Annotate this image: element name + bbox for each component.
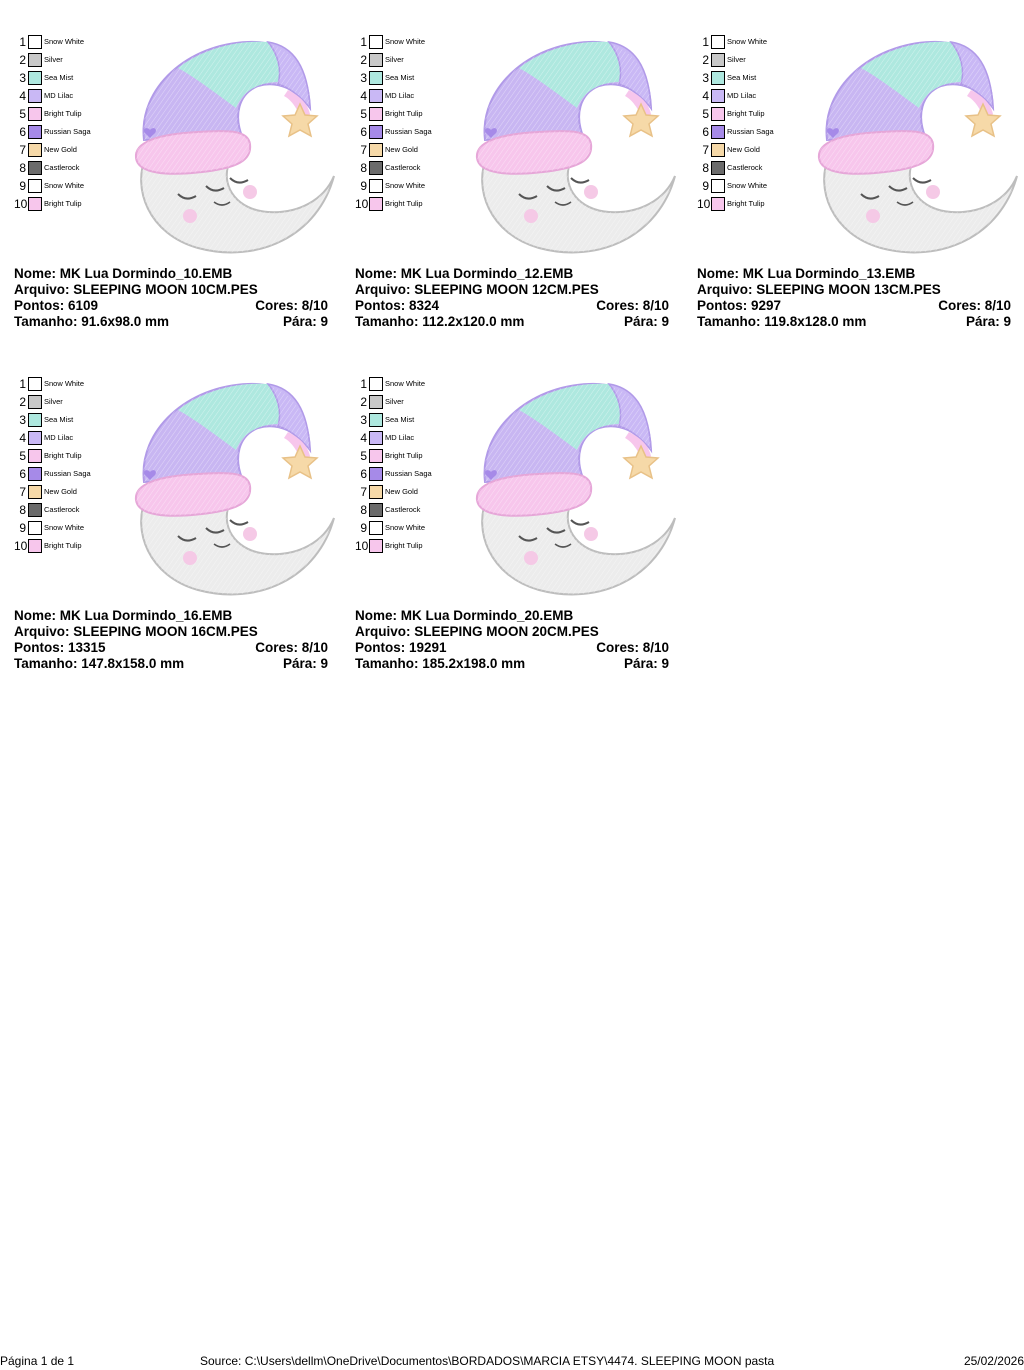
palette-number: 1 bbox=[360, 377, 367, 391]
palette-number: 2 bbox=[360, 53, 367, 67]
palette-row bbox=[14, 466, 124, 484]
palette-row bbox=[697, 34, 807, 52]
palette-row bbox=[14, 448, 124, 466]
color-count: Cores: 8/10 bbox=[255, 298, 328, 313]
color-swatch bbox=[28, 179, 42, 193]
color-swatch bbox=[711, 143, 725, 157]
palette-row bbox=[14, 106, 124, 124]
page-number: Página 1 de 1 bbox=[0, 1354, 75, 1368]
palette-row bbox=[355, 376, 465, 394]
design-file: Arquivo: SLEEPING MOON 20CM.PES bbox=[355, 624, 599, 639]
palette-number: 8 bbox=[19, 503, 26, 517]
palette-number: 2 bbox=[19, 395, 26, 409]
color-name: Snow White bbox=[385, 379, 426, 388]
color-swatch bbox=[369, 485, 383, 499]
color-swatch bbox=[369, 503, 383, 517]
palette-row bbox=[14, 376, 124, 394]
palette-number: 1 bbox=[360, 35, 367, 49]
palette-row bbox=[355, 430, 465, 448]
palette-number: 4 bbox=[702, 89, 709, 103]
palette-row bbox=[697, 52, 807, 70]
stop-count: Pára: 9 bbox=[623, 656, 669, 671]
sleeping-moon-design bbox=[459, 380, 683, 602]
design-preview bbox=[801, 38, 1024, 265]
color-name: New Gold bbox=[727, 145, 760, 154]
color-count: Cores: 8/10 bbox=[596, 640, 669, 655]
design-preview bbox=[118, 380, 342, 607]
palette-row bbox=[355, 520, 465, 538]
color-name: New Gold bbox=[385, 487, 418, 496]
color-name: Russian Saga bbox=[44, 469, 91, 478]
palette-row bbox=[697, 124, 807, 142]
palette-row bbox=[355, 448, 465, 466]
color-swatch bbox=[28, 143, 42, 157]
design-card bbox=[355, 8, 675, 329]
color-name: MD Lilac bbox=[727, 91, 757, 100]
palette-number: 6 bbox=[360, 125, 367, 139]
palette-number: 10 bbox=[14, 197, 28, 211]
color-swatch bbox=[28, 431, 42, 445]
color-name: Sea Mist bbox=[727, 73, 757, 82]
color-name: Snow White bbox=[385, 523, 426, 532]
palette-row bbox=[355, 394, 465, 412]
color-swatch bbox=[28, 467, 42, 481]
color-swatch bbox=[369, 413, 383, 427]
color-name: Castlerock bbox=[727, 163, 763, 172]
palette-row bbox=[14, 142, 124, 160]
color-name: MD Lilac bbox=[385, 433, 415, 442]
color-name: Silver bbox=[727, 55, 746, 64]
sleeping-moon-design bbox=[118, 38, 342, 260]
palette-number: 10 bbox=[355, 539, 369, 553]
stitch-count: Pontos: 19291 bbox=[355, 640, 447, 655]
palette-row bbox=[697, 160, 807, 178]
color-name: Castlerock bbox=[44, 163, 80, 172]
palette-row bbox=[697, 88, 807, 106]
palette-row bbox=[14, 178, 124, 196]
palette-row bbox=[355, 34, 465, 52]
color-name: Snow White bbox=[727, 37, 768, 46]
palette-row bbox=[14, 394, 124, 412]
color-swatch bbox=[28, 449, 42, 463]
palette-number: 4 bbox=[19, 89, 26, 103]
palette-row bbox=[14, 34, 124, 52]
design-info bbox=[697, 266, 1011, 330]
color-name: Snow White bbox=[44, 523, 85, 532]
palette-number: 3 bbox=[360, 71, 367, 85]
palette-number: 5 bbox=[19, 107, 26, 121]
color-swatch bbox=[711, 35, 725, 49]
design-info bbox=[14, 608, 328, 672]
design-size: Tamanho: 91.6x98.0 mm bbox=[14, 314, 170, 329]
palette-number: 2 bbox=[360, 395, 367, 409]
palette-number: 6 bbox=[19, 467, 26, 481]
palette-number: 9 bbox=[360, 521, 367, 535]
palette-number: 2 bbox=[19, 53, 26, 67]
design-info bbox=[14, 266, 328, 330]
sleeping-moon-design bbox=[118, 380, 342, 602]
color-swatch bbox=[28, 197, 42, 211]
color-name: Bright Tulip bbox=[385, 451, 423, 460]
color-swatch bbox=[369, 179, 383, 193]
design-file: Arquivo: SLEEPING MOON 12CM.PES bbox=[355, 282, 599, 297]
palette-number: 9 bbox=[702, 179, 709, 193]
color-swatch bbox=[28, 521, 42, 535]
design-size: Tamanho: 119.8x128.0 mm bbox=[697, 314, 867, 329]
color-swatch bbox=[711, 197, 725, 211]
palette-row bbox=[355, 484, 465, 502]
palette-number: 7 bbox=[360, 485, 367, 499]
color-name: Bright Tulip bbox=[44, 541, 82, 550]
color-swatch bbox=[28, 161, 42, 175]
color-swatch bbox=[28, 35, 42, 49]
palette-row bbox=[355, 196, 465, 214]
design-preview bbox=[118, 38, 342, 265]
palette-number: 7 bbox=[702, 143, 709, 157]
design-name: Nome: MK Lua Dormindo_12.EMB bbox=[355, 266, 574, 281]
stop-count: Pára: 9 bbox=[282, 656, 328, 671]
color-swatch bbox=[369, 53, 383, 67]
color-name: Snow White bbox=[44, 181, 85, 190]
color-name: Silver bbox=[385, 55, 404, 64]
color-swatch bbox=[369, 395, 383, 409]
color-name: New Gold bbox=[385, 145, 418, 154]
palette-number: 8 bbox=[360, 161, 367, 175]
palette-row bbox=[14, 70, 124, 88]
color-count: Cores: 8/10 bbox=[255, 640, 328, 655]
color-name: MD Lilac bbox=[44, 91, 74, 100]
stop-count: Pára: 9 bbox=[282, 314, 328, 329]
design-info bbox=[355, 266, 669, 330]
color-swatch bbox=[711, 71, 725, 85]
color-swatch bbox=[369, 197, 383, 211]
palette-number: 5 bbox=[19, 449, 26, 463]
palette-number: 9 bbox=[19, 521, 26, 535]
color-name: Castlerock bbox=[385, 163, 421, 172]
palette-number: 6 bbox=[19, 125, 26, 139]
palette-row bbox=[697, 142, 807, 160]
color-swatch bbox=[369, 125, 383, 139]
palette-number: 2 bbox=[702, 53, 709, 67]
stitch-count: Pontos: 13315 bbox=[14, 640, 106, 655]
palette-number: 10 bbox=[14, 539, 28, 553]
stitch-count: Pontos: 8324 bbox=[355, 298, 440, 313]
stop-count: Pára: 9 bbox=[965, 314, 1011, 329]
color-swatch bbox=[369, 431, 383, 445]
palette-number: 7 bbox=[19, 485, 26, 499]
color-swatch bbox=[711, 125, 725, 139]
palette-row bbox=[697, 70, 807, 88]
color-swatch bbox=[28, 377, 42, 391]
color-name: New Gold bbox=[44, 487, 77, 496]
palette-row bbox=[355, 88, 465, 106]
color-name: Bright Tulip bbox=[727, 109, 765, 118]
palette-row bbox=[14, 520, 124, 538]
design-name: Nome: MK Lua Dormindo_16.EMB bbox=[14, 608, 233, 623]
design-name: Nome: MK Lua Dormindo_20.EMB bbox=[355, 608, 574, 623]
palette-number: 3 bbox=[19, 413, 26, 427]
sleeping-moon-design bbox=[801, 38, 1024, 260]
palette-number: 4 bbox=[19, 431, 26, 445]
palette-row bbox=[355, 412, 465, 430]
color-swatch bbox=[369, 449, 383, 463]
palette-number: 10 bbox=[697, 197, 711, 211]
palette-row bbox=[355, 466, 465, 484]
color-name: Bright Tulip bbox=[385, 199, 423, 208]
stitch-count: Pontos: 6109 bbox=[14, 298, 99, 313]
design-file: Arquivo: SLEEPING MOON 10CM.PES bbox=[14, 282, 258, 297]
palette-number: 9 bbox=[19, 179, 26, 193]
palette-row bbox=[14, 538, 124, 556]
color-swatch bbox=[369, 539, 383, 553]
color-swatch bbox=[369, 35, 383, 49]
palette-row bbox=[14, 52, 124, 70]
palette-row bbox=[355, 538, 465, 556]
color-swatch bbox=[369, 143, 383, 157]
palette-number: 10 bbox=[355, 197, 369, 211]
design-name: Nome: MK Lua Dormindo_13.EMB bbox=[697, 266, 916, 281]
palette-row bbox=[14, 430, 124, 448]
color-count: Cores: 8/10 bbox=[596, 298, 669, 313]
color-swatch bbox=[711, 89, 725, 103]
palette-row bbox=[14, 196, 124, 214]
palette-row bbox=[355, 160, 465, 178]
color-name: Bright Tulip bbox=[44, 199, 82, 208]
color-swatch bbox=[28, 107, 42, 121]
color-name: MD Lilac bbox=[44, 433, 74, 442]
color-name: Bright Tulip bbox=[44, 109, 82, 118]
color-name: Bright Tulip bbox=[727, 199, 765, 208]
color-name: Silver bbox=[44, 397, 63, 406]
color-name: Snow White bbox=[44, 37, 85, 46]
color-swatch bbox=[28, 539, 42, 553]
palette-row bbox=[355, 502, 465, 520]
color-name: Silver bbox=[44, 55, 63, 64]
color-name: Silver bbox=[385, 397, 404, 406]
palette-row bbox=[355, 52, 465, 70]
color-name: Bright Tulip bbox=[385, 541, 423, 550]
palette-number: 1 bbox=[19, 377, 26, 391]
color-name: Russian Saga bbox=[385, 469, 432, 478]
color-swatch bbox=[369, 71, 383, 85]
color-swatch bbox=[369, 467, 383, 481]
palette-number: 1 bbox=[702, 35, 709, 49]
sleeping-moon-design bbox=[459, 38, 683, 260]
palette-row bbox=[355, 106, 465, 124]
source-path: Source: C:\Users\dellm\OneDrive\Documentos\BORDADOS\MARCIA ETSY\4474. SLEEPING MOON pasta bbox=[200, 1354, 775, 1368]
design-name: Nome: MK Lua Dormindo_10.EMB bbox=[14, 266, 233, 281]
palette-row bbox=[355, 124, 465, 142]
design-card bbox=[697, 8, 1017, 329]
palette-row bbox=[14, 124, 124, 142]
color-name: Russian Saga bbox=[44, 127, 91, 136]
palette-number: 8 bbox=[19, 161, 26, 175]
palette-number: 9 bbox=[360, 179, 367, 193]
design-file: Arquivo: SLEEPING MOON 13CM.PES bbox=[697, 282, 941, 297]
palette-number: 7 bbox=[19, 143, 26, 157]
color-swatch bbox=[369, 161, 383, 175]
palette-row bbox=[355, 70, 465, 88]
color-swatch bbox=[711, 107, 725, 121]
palette-row bbox=[14, 88, 124, 106]
color-swatch bbox=[369, 377, 383, 391]
palette-number: 8 bbox=[360, 503, 367, 517]
design-size: Tamanho: 147.8x158.0 mm bbox=[14, 656, 185, 671]
design-info bbox=[355, 608, 669, 672]
palette-number: 4 bbox=[360, 431, 367, 445]
color-name: Snow White bbox=[385, 37, 426, 46]
color-name: Castlerock bbox=[44, 505, 80, 514]
color-swatch bbox=[711, 53, 725, 67]
palette-number: 7 bbox=[360, 143, 367, 157]
stop-count: Pára: 9 bbox=[623, 314, 669, 329]
color-swatch bbox=[711, 161, 725, 175]
palette-number: 6 bbox=[360, 467, 367, 481]
design-preview bbox=[459, 380, 683, 607]
palette-number: 4 bbox=[360, 89, 367, 103]
palette-row bbox=[14, 160, 124, 178]
palette-number: 5 bbox=[360, 107, 367, 121]
palette-row bbox=[697, 106, 807, 124]
color-swatch bbox=[28, 413, 42, 427]
color-name: Sea Mist bbox=[385, 73, 415, 82]
color-name: Sea Mist bbox=[44, 415, 74, 424]
color-name: Castlerock bbox=[385, 505, 421, 514]
design-preview bbox=[459, 38, 683, 265]
color-swatch bbox=[28, 485, 42, 499]
print-date: 25/02/2026 bbox=[963, 1354, 1024, 1368]
palette-number: 3 bbox=[19, 71, 26, 85]
palette-number: 1 bbox=[19, 35, 26, 49]
color-name: New Gold bbox=[44, 145, 77, 154]
palette-number: 3 bbox=[702, 71, 709, 85]
palette-row bbox=[697, 178, 807, 196]
color-name: Russian Saga bbox=[727, 127, 774, 136]
design-file: Arquivo: SLEEPING MOON 16CM.PES bbox=[14, 624, 258, 639]
color-swatch bbox=[369, 521, 383, 535]
palette-row bbox=[14, 412, 124, 430]
stitch-count: Pontos: 9297 bbox=[697, 298, 782, 313]
palette-row bbox=[697, 196, 807, 214]
palette-row bbox=[355, 178, 465, 196]
color-name: Sea Mist bbox=[44, 73, 74, 82]
color-name: Snow White bbox=[727, 181, 768, 190]
design-card bbox=[14, 350, 334, 671]
color-swatch bbox=[711, 179, 725, 193]
palette-number: 6 bbox=[702, 125, 709, 139]
color-swatch bbox=[28, 125, 42, 139]
palette-number: 5 bbox=[702, 107, 709, 121]
color-swatch bbox=[28, 71, 42, 85]
palette-number: 8 bbox=[702, 161, 709, 175]
design-card bbox=[355, 350, 675, 671]
palette-row bbox=[14, 502, 124, 520]
palette-number: 5 bbox=[360, 449, 367, 463]
palette-row bbox=[355, 142, 465, 160]
palette-row bbox=[14, 484, 124, 502]
color-name: MD Lilac bbox=[385, 91, 415, 100]
color-swatch bbox=[369, 89, 383, 103]
color-count: Cores: 8/10 bbox=[938, 298, 1011, 313]
color-name: Bright Tulip bbox=[44, 451, 82, 460]
color-name: Bright Tulip bbox=[385, 109, 423, 118]
design-size: Tamanho: 112.2x120.0 mm bbox=[355, 314, 525, 329]
color-swatch bbox=[28, 53, 42, 67]
color-swatch bbox=[28, 503, 42, 517]
color-name: Russian Saga bbox=[385, 127, 432, 136]
design-size: Tamanho: 185.2x198.0 mm bbox=[355, 656, 526, 671]
palette-number: 3 bbox=[360, 413, 367, 427]
design-card bbox=[14, 8, 334, 329]
color-name: Snow White bbox=[385, 181, 426, 190]
color-name: Sea Mist bbox=[385, 415, 415, 424]
color-swatch bbox=[28, 89, 42, 103]
color-swatch bbox=[28, 395, 42, 409]
color-name: Snow White bbox=[44, 379, 85, 388]
color-swatch bbox=[369, 107, 383, 121]
